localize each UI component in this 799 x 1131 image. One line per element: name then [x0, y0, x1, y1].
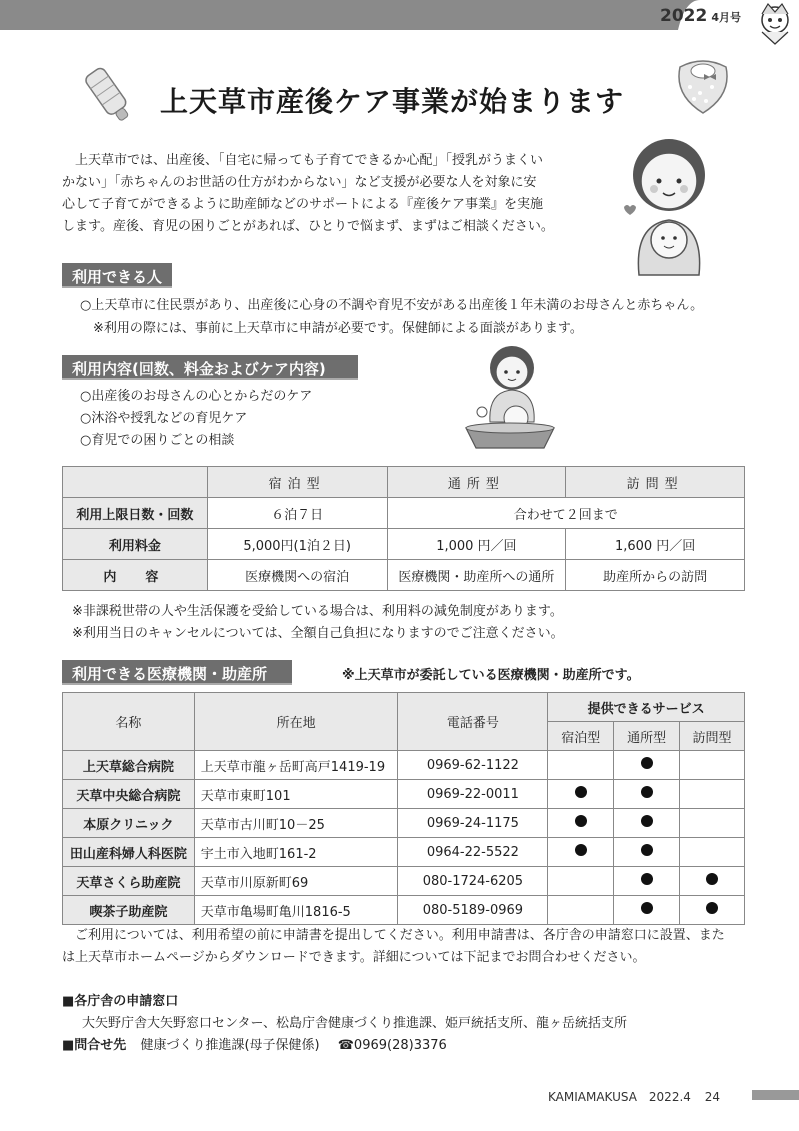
usage-cell: 合わせて２回まで [387, 498, 744, 529]
table-row [63, 896, 745, 925]
usage-cell: 5,000円(1泊２日) [207, 529, 387, 560]
usage-header-day: 通所型 [387, 467, 566, 498]
facility-name: 上天草総合病院 [63, 751, 195, 780]
windows-heading: ■各庁舎の申請窓口 [62, 994, 179, 1009]
usage-cell: 助産所からの訪問 [566, 560, 745, 591]
footer-bar [752, 1090, 799, 1100]
usage-header-stay: 宿泊型 [207, 467, 387, 498]
table-row [63, 838, 745, 867]
facilities-note: ※上天草市が委託している医療機関・助産所です。 [342, 668, 640, 683]
usage-cell: 医療機関・助産所への通所 [387, 560, 566, 591]
section-heading-eligibility: 利用できる人 [62, 263, 172, 288]
facility-header-day: 通所型 [614, 722, 680, 751]
baby-bottle-icon [72, 58, 142, 128]
issue-year: 2022 [660, 6, 708, 26]
baby-bath-illustration [460, 342, 560, 452]
facility-header-name: 名称 [63, 693, 195, 751]
facility-address: 天草市亀場町亀川1816-5 [194, 896, 398, 925]
page-number: 24 [704, 1090, 721, 1104]
facility-name: 喫茶子助産院 [63, 896, 195, 925]
inquiry-row [62, 1034, 447, 1053]
section-heading-services: 利用内容(回数、料金およびケア内容) [62, 355, 358, 380]
table-row [63, 809, 745, 838]
inquiry-phone: ☎0969(28)3376 [337, 1038, 447, 1053]
service-cell [614, 867, 680, 896]
service-cell [614, 751, 680, 780]
facility-header-stay: 宿泊型 [548, 722, 614, 751]
service-cell [548, 867, 614, 896]
service-cell [548, 751, 614, 780]
service-item: ○出産後のお母さんの心とからだのケア [80, 389, 313, 404]
service-item: ○沐浴や授乳などの育児ケア [80, 411, 248, 426]
table-row [63, 751, 745, 780]
usage-header-visit: 訪問型 [566, 467, 745, 498]
usage-cell: 1,600 円／回 [566, 529, 745, 560]
service-available-dot [706, 873, 718, 885]
facility-name: 田山産科婦人科医院 [63, 838, 195, 867]
service-available-dot [641, 757, 653, 769]
facility-phone: 080-1724-6205 [398, 867, 548, 896]
application-line: ご利用については、利用希望の前に申請書を提出してください。利用申請書は、各庁舎の申請窓口に設置、また [62, 928, 725, 943]
service-cell [680, 809, 745, 838]
usage-row-label: 利用上限日数・回数 [63, 498, 208, 529]
facility-header-visit: 訪問型 [680, 722, 745, 751]
mascot-icon [752, 0, 799, 46]
facility-phone: 080-5189-0969 [398, 896, 548, 925]
facility-address: 上天草市龍ヶ岳町高戸1419-19 [194, 751, 398, 780]
footer [548, 1088, 720, 1105]
facility-address: 天草市川原新町69 [194, 867, 398, 896]
service-cell [614, 780, 680, 809]
page-title: 上天草市産後ケア事業が始まります [160, 85, 625, 118]
facility-header-phone: 電話番号 [398, 693, 548, 751]
usage-row-label: 利用料金 [63, 529, 208, 560]
service-cell [548, 838, 614, 867]
service-cell [614, 838, 680, 867]
facility-table [62, 692, 745, 925]
service-available-dot [575, 786, 587, 798]
inquiry-heading: ■問合せ先 [62, 1038, 127, 1053]
header-bar [0, 0, 640, 30]
facility-address: 天草市東町101 [194, 780, 398, 809]
usage-cell: 医療機関への宿泊 [207, 560, 387, 591]
service-cell [548, 896, 614, 925]
service-available-dot [575, 844, 587, 856]
usage-header-corner [63, 467, 208, 498]
windows-list: 大矢野庁舎大矢野窓口センター、松島庁舎健康づくり推進課、姫戸統括支所、龍ヶ岳統括支所 [82, 1016, 627, 1031]
service-cell [680, 867, 745, 896]
service-cell [680, 838, 745, 867]
service-available-dot [641, 844, 653, 856]
mother-and-baby-illustration [614, 125, 724, 285]
intro-paragraph [62, 150, 582, 238]
usage-row-fee [63, 529, 745, 560]
service-available-dot [641, 786, 653, 798]
intro-line: します。産後、育児の困りごとがあれば、ひとりで悩まず、まずはご相談ください。 [62, 219, 554, 234]
inquiry-dept: 健康づくり推進課(母子保健係) [140, 1038, 320, 1053]
facility-phone: 0969-62-1122 [398, 751, 548, 780]
intro-line: 心して子育てができるように助産師などのサポートによる『産後ケア事業』を実施 [62, 197, 544, 212]
service-available-dot [641, 873, 653, 885]
service-cell [614, 809, 680, 838]
facility-header-address: 所在地 [194, 693, 398, 751]
service-cell [614, 896, 680, 925]
issue-label [660, 6, 741, 26]
usage-header-row [63, 467, 745, 498]
facility-name: 本原クリニック [63, 809, 195, 838]
issue-month: 4月号 [711, 11, 741, 24]
service-available-dot [575, 815, 587, 827]
eligibility-line: ○上天草市に住民票があり、出産後に心身の不調や育児不安がある出産後１年未満のお母さんと赤ちゃん。 [80, 298, 704, 313]
table-note: ※利用当日のキャンセルについては、全額自己負担になりますのでご注意ください。 [72, 626, 564, 641]
application-paragraph [62, 925, 752, 969]
service-available-dot [706, 902, 718, 914]
facility-phone: 0969-24-1175 [398, 809, 548, 838]
facility-name: 天草さくら助産院 [63, 867, 195, 896]
service-cell [548, 809, 614, 838]
facility-name: 天草中央総合病院 [63, 780, 195, 809]
usage-row-content [63, 560, 745, 591]
facility-header-row [63, 693, 745, 722]
facility-header-services: 提供できるサービス [548, 693, 745, 722]
service-available-dot [641, 815, 653, 827]
application-line: は上天草市ホームページからダウンロードできます。詳細については下記までお問合わせください。 [62, 950, 646, 965]
facility-address: 天草市古川町10－25 [194, 809, 398, 838]
facility-address: 宇土市入地町161-2 [194, 838, 398, 867]
facility-body [63, 751, 745, 925]
usage-row-label: 内 容 [63, 560, 208, 591]
service-cell [680, 780, 745, 809]
table-row [63, 780, 745, 809]
table-note: ※非課税世帯の人や生活保護を受給している場合は、利用料の減免制度があります。 [72, 604, 563, 619]
footer-publication: KAMIAMAKUSA 2022.4 [548, 1090, 691, 1104]
facility-phone: 0969-22-0011 [398, 780, 548, 809]
table-row [63, 867, 745, 896]
intro-line: かない」「赤ちゃんのお世話の仕方がわからない」など支援が必要な人を対象に安 [62, 175, 537, 190]
section-heading-facilities: 利用できる医療機関・助産所 [62, 660, 292, 685]
service-available-dot [641, 902, 653, 914]
intro-line: 上天草市では、出産後、「自宅に帰っても子育てできるか心配」「授乳がうまくい [62, 153, 544, 168]
usage-cell: ６泊７日 [207, 498, 387, 529]
usage-row-limit [63, 498, 745, 529]
service-cell [548, 780, 614, 809]
usage-table [62, 466, 745, 591]
usage-cell: 1,000 円／回 [387, 529, 566, 560]
service-cell [680, 896, 745, 925]
service-cell [680, 751, 745, 780]
eligibility-note: ※利用の際には、事前に上天草市に申請が必要です。保健師による面談があります。 [80, 321, 583, 336]
service-item: ○育児での困りごとの相談 [80, 433, 235, 448]
bib-icon [672, 55, 734, 117]
facility-phone: 0964-22-5522 [398, 838, 548, 867]
